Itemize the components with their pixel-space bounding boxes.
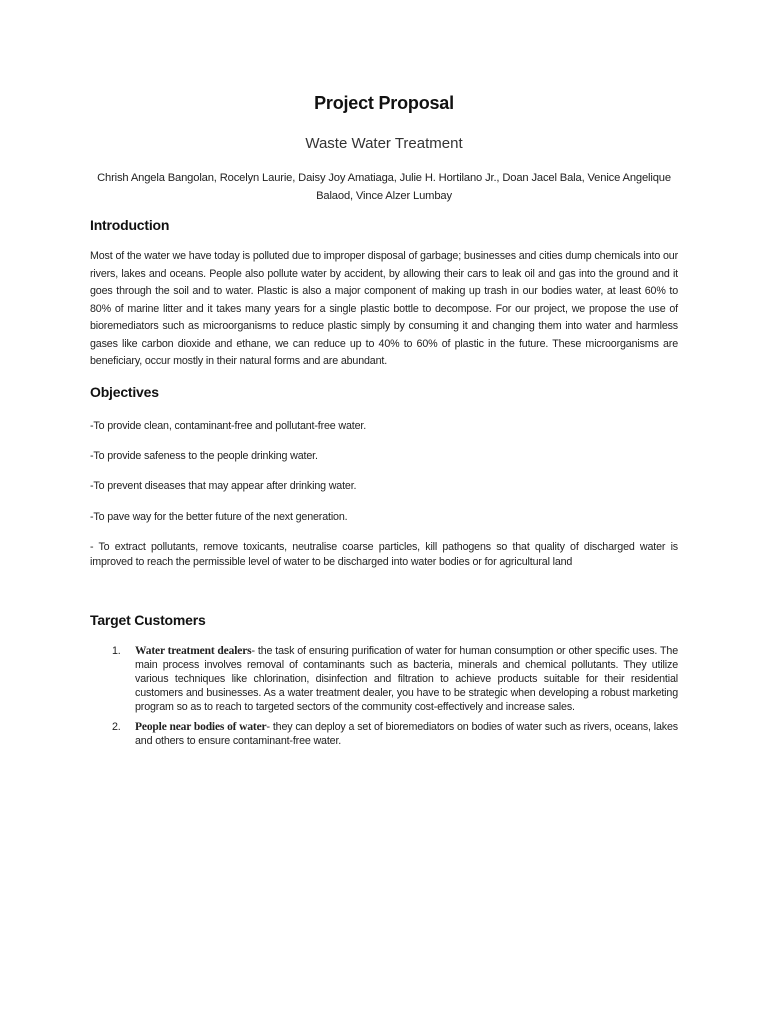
list-item-text: - they can deploy a set of bioremediators on bodies of water such as rivers, oceans, lakes and others to ensure contaminant-free water. [135,721,678,747]
target-customers-list [90,644,678,754]
document-title: Project Proposal [314,93,454,113]
author-list: Chrish Angela Bangolan, Rocelyn Laurie, Daisy Joy Amatiaga, Julie H. Hortilano Jr., Doan Jacel Bala, Venice Angelique Balaod, Vince Alzer Lumbay [97,172,671,202]
objectives-heading: Objectives [90,384,159,400]
target-customers-heading: Target Customers [90,612,206,628]
objective-item: - To extract pollutants, remove toxicants, neutralise coarse particles, kill pathogens so that quality of discharged water is improved to reach the permissible level of water to be discharged into water bodies or for agricultural land [90,541,678,568]
list-item [90,720,678,748]
introduction-heading: Introduction [90,217,170,233]
objective-item: -To provide safeness to the people drinking water. [90,450,318,462]
objective-item: -To prevent diseases that may appear after drinking water. [90,480,357,492]
list-item-term: People near bodies of water [135,721,267,733]
list-item-number: 2. [112,721,121,733]
list-item-number: 1. [112,645,121,657]
objective-item: -To pave way for the better future of the next generation. [90,511,348,523]
objective-item: -To provide clean, contaminant-free and pollutant-free water. [90,420,367,432]
list-item [90,644,678,714]
list-item-text: - the task of ensuring purification of water for human consumption or other specific uses. The main process involves removal of contaminants such as bacteria, minerals and chemical pollutants. They utilize various techniques like chlorination, disinfection and filtration to achieve products suitable for their residential customers and businesses. As a water treatment dealer, you have to be strategic when developing a robust marketing program so as to reach to targeted sectors of the community cost-effectively and increase sales. [135,645,678,713]
document-subtitle: Waste Water Treatment [305,135,463,152]
introduction-paragraph: Most of the water we have today is polluted due to improper disposal of garbage; businesses and cities dump chemicals into our rivers, lakes and oceans. People also pollute water by accident, by allowing their cars to leak oil and gas into the ground and it goes through the soil and to water. Plastic is also a major component of making up trash in our bodies water, at least 60% to 80% of marine litter and it takes many years for a single plastic bottle to decompose. For our project, we propose the use of bioremediators such as microorganisms to reduce plastic simply by consuming it and changing them into water and harmless gases like carbon dioxide and ethane, we can reduce up to 40% to 60% of plastic in the future. These microorganisms are beneficiary, occur mostly in their natural forms and are abundant. [90,250,678,367]
list-item-term: Water treatment dealers [135,645,252,657]
